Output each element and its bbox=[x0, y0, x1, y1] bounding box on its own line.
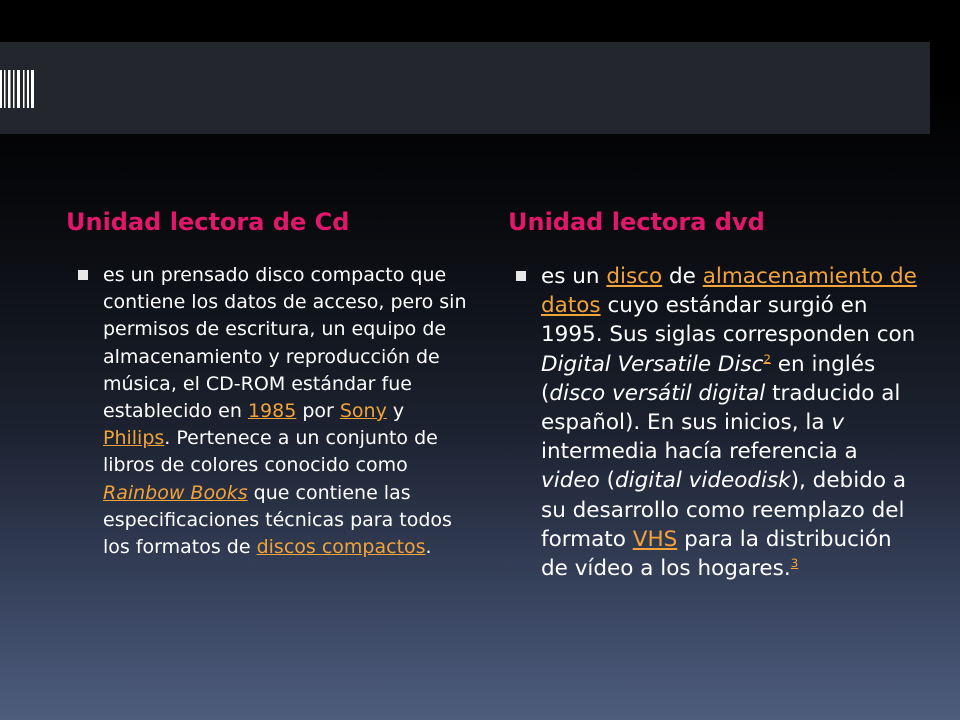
link-1985[interactable]: 1985 bbox=[247, 400, 297, 423]
text-run: ), debido a su desarrollo como reemplazo del formato bbox=[541, 468, 906, 552]
cd-paragraph bbox=[78, 262, 470, 561]
text-run: es un prensado disco compacto que contiene los datos de acceso, pero sin permisos de escritura, un equipo de almacenamiento y reproducción de música, el CD-ROM estándar fue establecido en bbox=[103, 264, 467, 423]
text-run: de bbox=[662, 264, 703, 289]
text-run: traducido al español). En sus inicios, la bbox=[541, 380, 901, 436]
italic-run: digital videodisk bbox=[614, 468, 791, 494]
link-rainbow-books[interactable]: Rainbow Books bbox=[103, 481, 248, 504]
text-run: para la distribución de vídeo a los hogares. bbox=[541, 526, 892, 582]
text-run: . bbox=[425, 536, 432, 559]
dvd-paragraph bbox=[516, 262, 920, 583]
footnote-link-3[interactable]: 3 bbox=[790, 555, 799, 570]
dvd-description bbox=[516, 262, 920, 583]
text-run: . Pertenece a un conjunto de libros de colores conocido como bbox=[103, 427, 438, 477]
text-run: ( bbox=[599, 468, 615, 494]
text-run: es un bbox=[541, 264, 607, 289]
heading-dvd-reader: Unidad lectora dvd bbox=[508, 208, 765, 236]
link-almacenamiento-de-datos[interactable]: almacenamiento de datos bbox=[541, 264, 917, 319]
text-run: por bbox=[296, 400, 340, 423]
text-run: en inglés ( bbox=[541, 351, 876, 406]
decorative-bars-icon bbox=[0, 70, 34, 108]
text-run: cuyo estándar surgió en 1995. Sus siglas corresponden con bbox=[541, 293, 916, 348]
link-disco[interactable]: disco bbox=[606, 264, 663, 289]
italic-run: video bbox=[541, 468, 600, 494]
link-vhs[interactable]: VHS bbox=[632, 526, 678, 552]
bullet-square-icon bbox=[516, 271, 526, 281]
italic-run: v bbox=[831, 410, 845, 436]
link-discos-compactos[interactable]: discos compactos bbox=[256, 536, 426, 559]
heading-cd-reader: Unidad lectora de Cd bbox=[66, 208, 350, 236]
link-sony[interactable]: Sony bbox=[339, 400, 387, 423]
link-philips[interactable]: Philips bbox=[103, 427, 165, 450]
text-run: intermedia hacía referencia a bbox=[541, 439, 858, 465]
text-run: y bbox=[386, 400, 405, 423]
italic-run: Digital Versatile Disc bbox=[541, 351, 764, 377]
bullet-square-icon bbox=[78, 270, 88, 280]
footnote-link-2[interactable]: 2 bbox=[763, 351, 771, 366]
italic-run: disco versátil digital bbox=[549, 380, 766, 406]
cd-description bbox=[78, 262, 470, 561]
title-bar bbox=[0, 42, 930, 134]
text-run: que contiene las especificaciones técnicas para todos los formatos de bbox=[103, 481, 452, 559]
